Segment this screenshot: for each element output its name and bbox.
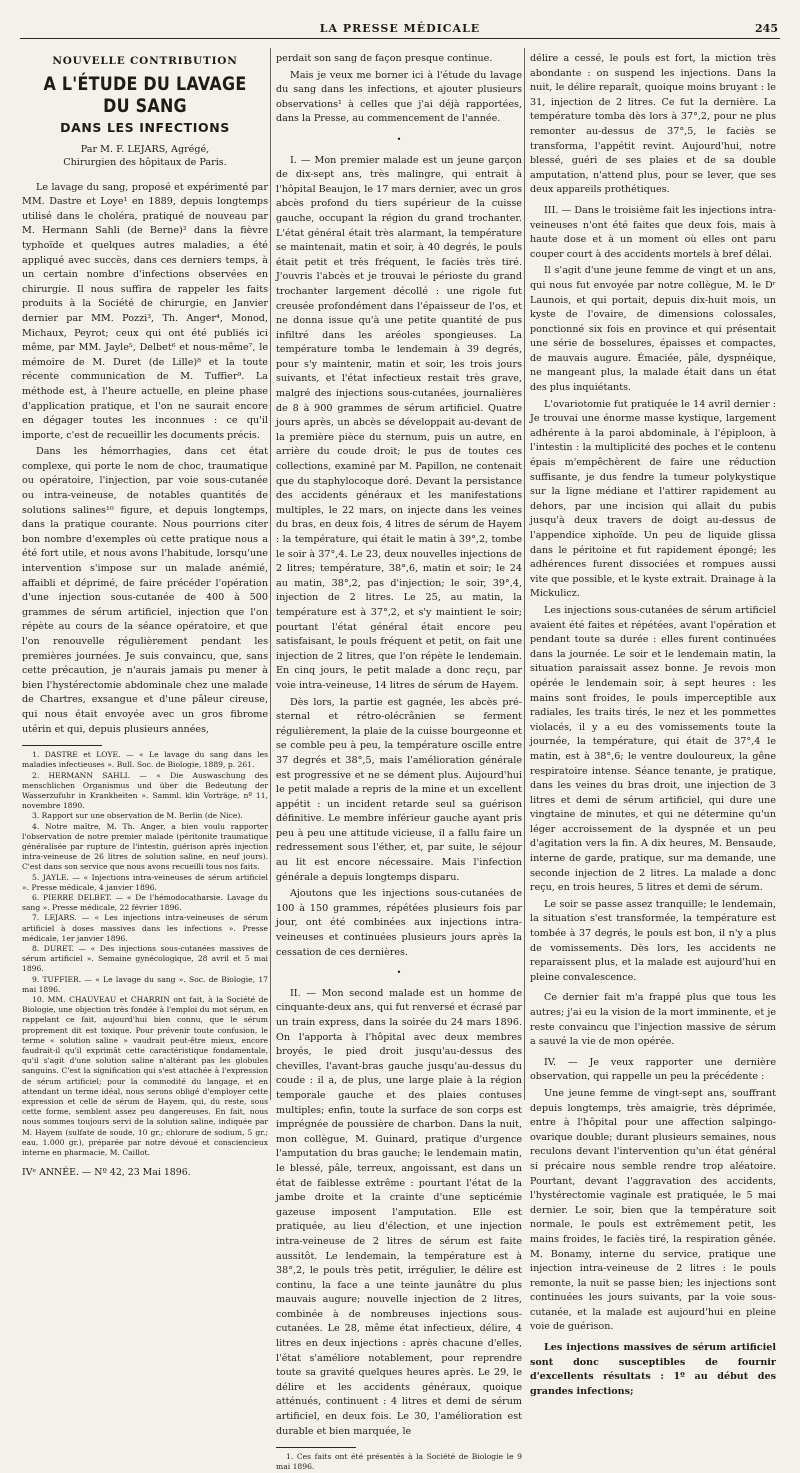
footnote: 5. JAYLE. — « Injections intra-veineuses de sérum artificiel ». Presse médicale, 4 janvier 1896. [22, 872, 268, 892]
section-separator: • [396, 968, 402, 978]
section-separator: • [396, 134, 402, 144]
article-kicker: NOUVELLE CONTRIBUTION [52, 55, 238, 67]
running-head-journal: LA PRESSE MÉDICALE [319, 22, 481, 35]
paragraph: L'ovariotomie fut pratiquée le 14 avril dernier : Je trouvai une énorme masse kystique, largement adhérente à la paroi abdominale, à l'épiploon, à l'intestin : la multiplicité des poches et le contenu épais m'empêchèrent de faire une réduction suffisante, je dus fendre la tumeur polykystique sur la ligne médiane et l'attirer rapidement au dehors, par une incision qui allait du pubis jusqu'à deux travers de doigt au-dessus de l'appendice xiphoïde. Un peu de liquide glissa dans le péritoine et fut rapidement épongé; les adhérences furent dissociées et rompues aussi vite que possible, et le kyste extrait. Drainage à la Mickulicz. [530, 398, 776, 600]
article-subtitle: DANS LES INFECTIONS [60, 119, 230, 135]
paragraph: Ce dernier fait m'a frappé plus que tous les autres; j'ai eu la vision de la mort imminente, et je reste convaincu que l'injection massive de sérum a sauvé la vie de mon opérée. [530, 992, 776, 1048]
paragraph: III. — Dans le troisième fait les injections intra-veineuses n'ont été faites que deux fois, mais à haute dose et à un moment où elles ont paru couper court à des accidents mortels à bref délai. [530, 204, 776, 260]
footnote: 2. HERMANN SAHLI. — « Die Auswaschung des menschlichen Organismus und über die Bedeutung der Wasserzufuhr in Krankheiten ». Samml. klin Vorträge, nº 11, novembre 1890. [22, 770, 268, 811]
column-3 [530, 52, 776, 1397]
footnote: 4. Notre maître, M. Th. Anger, a bien voulu rapporter l'observation de notre premier malade (péritonite traumatique généralisée par rupture de l'intestin, guérison après injection intra-veineuse de 26 litres de solution saline, en neuf jours). C'est dans son service que nous avons recueilli tous nos faits. [22, 821, 268, 872]
paragraph: II. — Mon second malade est un homme de cinquante-deux ans, qui fut renversé et écrasé par un train express, dans la soirée du 24 mars 1896. On l'apporta à l'hôpital avec deux membres broyés, le pied droit jusqu'au-dessus des chevilles, l'avant-bras gauche jusqu'au-dessus du coude : il a, de plus, une large plaie à la région temporale gauche et des plaies contuses multiples; enfin, toute la surface de son corps est imprégnée de poussière de charbon. Dans la nuit, mon collègue, M. Guinard, pratique d'urgence l'amputation du bras gauche; le lendemain matin, le blessé, pâle, terreux, angoissant, est dans un état de faiblesse extrême : pourtant l'état de la jambe droite et la crainte d'une septicémie gazeuse imposent l'amputation. Elle est pratiquée, au lieu d'élection, et une injection intra-veineuse de 2 litres de sérum est faite aussitôt. Le lendemain, la température est à 38°,2, le pouls très petit, irrégulier, le délire est continu, la face a une teinte jaunâtre du plus mauvais augure; nouvelle injection de 2 litres, combinée à de nombreuses injections sous-cutanées. Le 28, même état infectieux, délire, 4 litres en deux injections : après chacune d'elles, l'état s'améliore notablement, pour reprendre toute sa gravité quelques heures après. Le 29, le délire et les accidents généraux, quoique atténués, continuent : 4 litres et demi de sérum artificiel, en deux fois. Le 30, l'amélioration est durable et bien marquée, le [276, 987, 522, 1437]
column-divider [270, 48, 271, 1100]
footnote: 1. DASTRE et LOYE. — « Le lavage du sang dans les maladies infectieuses ». Bull. Soc. de Biologie, 1889, p. 261. [22, 750, 268, 770]
footnote: 7. LEJARS. — « Les injections intra-veineuses de sérum artificiel à doses massives dans les infections ». Presse médicale, 1er janvier 1896. [22, 913, 268, 943]
paragraph: Mais je veux me borner ici à l'étude du lavage du sang dans les infections, et ajouter plusieurs observations¹ à celles que j'ai déjà rapportées, dans la Presse, au commencement de l'année. [276, 69, 522, 125]
footnote-rule [276, 1447, 356, 1448]
issue-footer: IVᵉ ANNÉE. — Nº 42, 23 Mai 1896. [22, 1167, 191, 1179]
running-head-page-number: 245 [755, 22, 778, 35]
footnotes [22, 750, 268, 1158]
paragraph: délire a cessé, le pouls est fort, la miction très abondante : on suspend les injections. Dans la nuit, le délire reparaît, quoique moins bruyant : le 31, injection de 2 litres. Ce fut la dernière. La température tomba dès lors à 37°,2, pour ne plus remonter au-dessus de 37°,5, le faciès se transforma, l'appétit revint. Aujourd'hui, notre blessé, guéri de ses plaies et de sa double amputation, n'attend plus, pour se lever, que ses deux appareils prothétiques. [530, 53, 776, 196]
author-byline: Par M. F. LEJARS, Agrégé, [80, 143, 210, 155]
author-role: Chirurgien des hôpitaux de Paris. [63, 156, 227, 168]
footnote: 9. TUFFIER. — « Le lavage du sang ». Soc. de Biologie, 17 mai 1896. [22, 974, 268, 994]
footnote: 3. Rapport sur une observation de M. Berlin (de Nice). [32, 811, 243, 821]
footnote: 1. Ces faits ont été présentés à la Société de Biologie le 9 mai 1896. [276, 1452, 522, 1472]
footnote: 10. MM. CHAUVEAU et CHARRIN ont fait, à la Société de Biologie, une objection très fondée à l'emploi du mot sérum, en rappelant ce fait, aujourd'hui bien connu, que le sérum proprement dit est toxique. Pour prévenir toute confusion, le terme « solution saline » vaudrait peut-être mieux, encore faudrait-il qu'il exprimât cette caractéristique fondamentale, qu'il s'agit d'une solution saline n'altérant pas les globules sanguins. C'est la signification qui s'est attachée à l'expression de sérum artificiel; pour la commodité du langage, et en attendant un terme idéal, nous serons obligé d'employer cette expression et celle de sérum de Hayem, qui, du reste, sous cette forme, semblent assez peu dangereuses. En fait, nous nous sommes toujours servi de la solution saline, indiquée par M. Hayem (sulfate de soude, 10 gr.; chlorure de sodium, 5 gr.; eau, 1.000 gr.), préparée par notre dévoué et consciencieux interne en pharmacie, M. Caillot. [22, 995, 268, 1158]
footnote: 6. PIERRE DELBET. — « De l'hémodocatharsie. Lavage du sang ». Presse médicale, 22 février 1896. [22, 893, 268, 913]
paragraph: I. — Mon premier malade est un jeune garçon de dix-sept ans, très malingre, qui entrait à l'hôpital Beaujon, le 17 mars dernier, avec un gros abcès profond du tiers supérieur de la cuisse gauche, occupant la région du grand trochanter. L'état général était très alarmant, la température se maintenait, matin et soir, à 40 degrés, le pouls était petit et très fréquent, le faciès très tiré. J'ouvris l'abcès et je trouvai le périoste du grand trochanter largement décollé : une rigole fut creusée profondément dans l'épaisseur de l'os, et ne donna issue qu'à une petite quantité de pus infiltré dans les aréoles spongieuses. La température tomba le lendemain à 39 degrés, pour s'y maintenir, matin et soir, les trois jours suivants, et l'état infectieux restait très grave, malgré des injections sous-cutanées, journalières de 8 à 900 grammes de sérum artificiel. Quatre jours après, un abcès se développait au-devant de la première pièce du sternum, puis un autre, en arrière du coude droit; le pus de toutes ces collections, examiné par M. Papillon, ne contenait que du staphylocoque doré. Devant la persistance des accidents généraux et les manifestations multiples, le 22 mars, on injecte dans les veines du bras, en deux fois, 4 litres de sérum de Hayem : la température, qui était le matin à 39°,2, tombe le soir à 37°,4. Le 23, deux nouvelles injections de 2 litres; température, 38°,6, matin et soir; le 24 au matin, 38°,2, pas d'injection; le soir, 39°,4, injection de 2 litres. Le 25, au matin, la température est à 37°,2, et s'y maintient le soir; pourtant l'état général était encore peu satisfaisant, le pouls fréquent et petit, on fait une injection de 2 litres, que l'on répète le lendemain. En cinq jours, le petit malade a donc reçu, par voie intra-veineuse, 14 litres de sérum de Hayem. [276, 154, 522, 691]
column-2 [276, 52, 522, 1472]
footnote-rule [22, 745, 102, 746]
paragraph: Une jeune femme de vingt-sept ans, souffrant depuis longtemps, très amaigrie, très déprimée, entre à l'hôpital pour une affection salpingo-ovarique double; durant plusieurs semaines, nous reculons devant l'intervention qu'un état général si précaire nous semble rendre trop aléatoire. Pourtant, devant l'aggravation des accidents, l'hystérectomie vaginale est pratiquée, le 5 mai dernier. Le soir, bien que la température soit normale, le pouls est extrêmement petit, les mains froides, le faciès tiré, la respiration gênée. M. Bonamy, interne du service, pratique une injection intra-veineuse de 2 litres : le pouls remonte, la nuit se passe bien; les injections sont continuées les jours suivants, par la voie sous-cutanée, et la malade est aujourd'hui en pleine voie de guérison. [530, 1087, 776, 1333]
column-1 [22, 52, 268, 1179]
article-title: A L'ÉTUDE DU LAVAGE DU SANG [43, 72, 247, 117]
paragraph: Le lavage du sang, proposé et expérimenté par MM. Dastre et Loye¹ en 1889, depuis longtemps utilisé dans le choléra, pratiqué de nouveau par M. Hermann Sahli (de Berne)² dans la fièvre typhoïde et quelques autres maladies, a été appliqué avec succès, dans ces derniers temps, à un certain nombre d'infections observées en chirurgie. Il nous suffira de rappeler les faits produits à la Société de chirurgie, en Janvier dernier par MM. Pozzi³, Th. Anger⁴, Monod, Michaux, Peyrot; ceux qui ont été publiés ici même, par MM. Jayle⁵, Delbet⁶ et nous-même⁷, le mémoire de M. Duret (de Lille)⁸ et la toute récente communication de M. Tuffier⁹. La méthode est, à l'heure actuelle, en pleine phase d'application pratique, et l'on ne saurait encore en dégager toutes les inconnues : ce qu'il importe, c'est de recueillir les documents précis. [22, 181, 268, 441]
paragraph: Dans les hémorrhagies, dans cet état complexe, qui porte le nom de choc, traumatique ou opératoire, l'injection, par voie sous-cutanée ou intra-veineuse, de notables quantités de solutions salines¹⁰ figure, et depuis longtemps, dans la pratique courante. Nous pourrions citer bon nombre d'exemples où cette pratique nous a été fort utile, et nous avons l'habitude, lorsqu'une intervention s'impose sur un malade anémié, affaibli et déprimé, de faire précéder l'opération d'une injection sous-cutanée de 400 à 500 grammes de sérum artificiel, injection que l'on répète au cours de la séance opératoire, et que l'on renouvelle régulièrement pendant les premières journées. Je suis convaincu, que, sans cette précaution, je n'aurais jamais pu mener à bien l'hystérectomie abdominale chez une malade de Chartres, exsangue et d'une pâleur cireuse, qui nous était envoyée avec un gros fibrome utérin et qui, depuis plusieurs années, [22, 446, 268, 735]
paragraph: Le soir se passe assez tranquille; le lendemain, la situation s'est transformée, la température est tombée à 37 degrés, le pouls est bon, il n'y a plus de vomissements. Dès lors, les accidents ne reparaissent plus, et la malade est aujourd'hui en pleine convalescence. [530, 898, 776, 983]
footnote: 8. DURET. — « Des injections sous-cutanées massives de sérum artificiel ». Semaine gynécologique, 28 avril et 5 mai 1896. [22, 944, 268, 974]
paragraph: Les injections massives de sérum artificiel sont donc susceptibles de fournir d'excellents résultats : 1º au début des grandes infections; [530, 1342, 776, 1397]
paragraph: perdait son sang de façon presque continue. [276, 53, 493, 64]
column-divider [524, 48, 525, 1100]
footnotes [276, 1452, 522, 1472]
paragraph: Les injections sous-cutanées de sérum artificiel avaient été faites et répétées, avant l'opération et pendant toute sa durée : elles furent continuées dans la journée. Le soir et le lendemain matin, la situation paraissait assez bonne. Je revois mon opérée le lendemain soir, à sept heures : les mains sont froides, le pouls imperceptible aux radiales, les traits tirés, le nez et les pommettes violacés, il y a eu des vomissements toute la journée, la température, qui était de 37°,4 le matin, est à 38°,6; le ventre douloureux, la gêne respiratoire intense. Séance tenante, je pratique, dans les veines du bras droit, une injection de 3 litres et demi de sérum artificiel, qui dure une vingtaine de minutes, et qui ne détermine qu'un léger accroissement de la dyspnée et un peu d'agitation vers la fin. A dix heures, M. Bensaude, interne de garde, pratique, sur ma demande, une seconde injection de 2 litres. La malade a donc reçu, en trois heures, 5 litres et demi de sérum. [530, 604, 776, 894]
paragraph: Ajoutons que les injections sous-cutanées de 100 à 150 grammes, répétées plusieurs fois par jour, ont été combinées aux injections intra-veineuses et continuées plusieurs jours après la cessation de ces dernières. [276, 888, 522, 958]
paragraph: Dès lors, la partie est gagnée, les abcès pré-sternal et rétro-olécrânien se ferment régulièrement, la plaie de la cuisse bourgeonne et se comble peu à peu, la température oscille entre 37 degrés et 38°,5, mais l'amélioration générale est progressive et ne se dément plus. Aujourd'hui le petit malade a repris de la mine et un excellent appétit : un incident retarde seul sa guérison définitive. Le membre inférieur gauche ayant pris peu à peu une attitude vicieuse, il a fallu faire un redressement sous l'éther, et, par suite, le séjour au lit est encore nécessaire. Mais l'infection générale a depuis longtemps disparu. [276, 696, 522, 883]
paragraph: IV. — Je veux rapporter une dernière observation, qui rappelle un peu la précédente : [530, 1056, 776, 1083]
paragraph: Il s'agit d'une jeune femme de vingt et un ans, qui nous fut envoyée par notre collègue, M. le Dʳ Launois, et qui portait, depuis dix-huit mois, un kyste de l'ovaire, de dimensions colossales, ponctionné six fois en province et qui présentait une série de bosselures, épaisses et compactes, de mauvais augure. Émaciée, pâle, dyspnéique, ne mangeant plus, la malade était dans un état des plus inquiétants. [530, 265, 776, 394]
header-rule [20, 38, 780, 39]
